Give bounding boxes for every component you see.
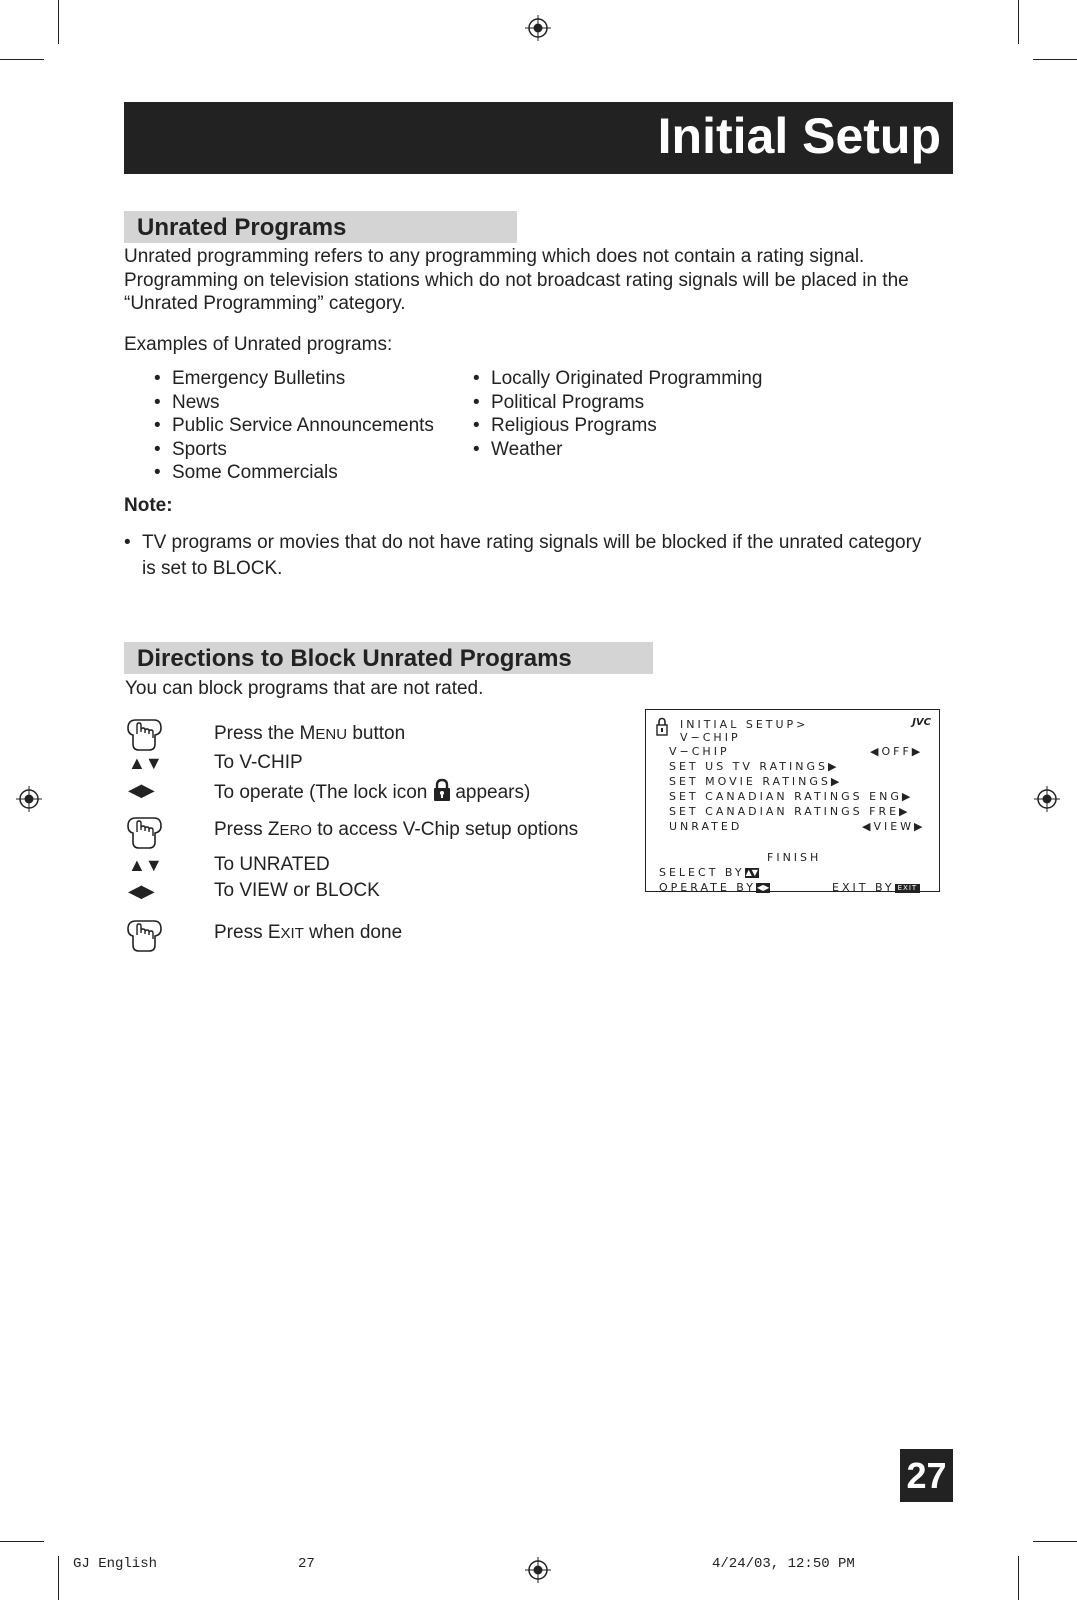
- crop-mark: [58, 1556, 59, 1600]
- osd-hint-text: EXIT BY: [832, 881, 895, 894]
- up-down-arrows-icon: ▲▼: [128, 753, 162, 773]
- osd-hint-text: OPERATE BY: [659, 881, 756, 894]
- step-text-part: Press the: [214, 723, 300, 744]
- osd-menu-unrated: UNRATED: [669, 820, 743, 833]
- up-down-arrows-icon: ▲▼: [745, 868, 758, 877]
- slug-page: 27: [298, 1556, 315, 1572]
- step-text-part: To operate (The lock icon: [214, 782, 428, 803]
- registration-mark-icon: [525, 15, 551, 41]
- exit-key-label: EXIT: [895, 884, 921, 893]
- hand-press-icon: [124, 714, 164, 754]
- osd-menu-canadian-eng: SET CANADIAN RATINGS ENG▶: [669, 790, 914, 803]
- unrated-description: [124, 245, 964, 316]
- hand-press-icon: [124, 915, 164, 955]
- list-item: • Some Commercials: [154, 461, 434, 485]
- list-item: • Sports: [154, 438, 434, 462]
- slug-date: 4/24/03, 12:50 PM: [712, 1556, 855, 1572]
- crop-mark: [0, 59, 44, 60]
- note-line: is set to BLOCK.: [142, 558, 283, 579]
- step-operate: [124, 778, 644, 802]
- crop-mark: [1033, 1541, 1077, 1542]
- step-press-menu: [124, 714, 644, 754]
- step-text-part: Press: [214, 819, 268, 840]
- osd-menu-canadian-fre: SET CANADIAN RATINGS FRE▶: [669, 805, 911, 818]
- section-heading-directions: Directions to Block Unrated Programs: [124, 642, 653, 674]
- step-text: To UNRATED: [214, 854, 330, 875]
- step-text-part: to access V-Chip setup options: [311, 819, 579, 840]
- note-line-text: TV programs or movies that do not have rating signals will be blocked if the unrated category: [142, 532, 922, 553]
- osd-menu-movie: SET MOVIE RATINGS▶: [669, 775, 843, 788]
- osd-line: V−CHIP: [680, 731, 741, 744]
- step-text: To V-CHIP: [214, 752, 303, 773]
- step-text: To VIEW or BLOCK: [214, 880, 380, 901]
- step-text-part: button: [347, 723, 406, 744]
- osd-exit-hint: [832, 881, 920, 894]
- osd-value: ◀VIEW▶: [862, 820, 926, 833]
- step-text: [214, 818, 578, 843]
- up-down-arrows-icon: ▲▼: [128, 855, 162, 875]
- title-bar: [124, 102, 953, 174]
- left-right-arrows-icon: ◀▶: [128, 780, 154, 800]
- crop-mark: [1033, 59, 1077, 60]
- key-name: ENU: [315, 726, 348, 743]
- crop-mark: [58, 0, 59, 44]
- directions-intro: You can block programs that are not rated.: [125, 678, 484, 699]
- step-text: [214, 778, 530, 805]
- key-name: E: [267, 922, 281, 943]
- osd-value: ◀OFF▶: [870, 745, 924, 758]
- step-text-part: Press: [214, 922, 268, 943]
- osd-screen: [645, 709, 940, 892]
- step-view-block: [124, 879, 644, 903]
- step-to-unrated: [124, 853, 644, 877]
- registration-mark-icon: [525, 1557, 551, 1583]
- osd-finish: FINISH: [767, 851, 822, 864]
- osd-hint-text: SELECT BY: [659, 866, 745, 879]
- hand-press-icon: [124, 812, 164, 852]
- osd-menu-vchip: V−CHIP: [669, 745, 730, 758]
- text-line: Unrated programming refers to any programming which does not contain a rating signal.: [124, 246, 865, 267]
- examples-list-right: [473, 367, 762, 461]
- note-line: [124, 530, 964, 556]
- examples-label: Examples of Unrated programs:: [124, 334, 393, 355]
- section-heading-unrated: Unrated Programs: [124, 211, 517, 243]
- slug-file: GJ English: [73, 1556, 158, 1572]
- crop-mark: [1018, 1556, 1019, 1600]
- key-name: Z: [267, 819, 280, 840]
- left-right-arrows-icon: ◀▶: [756, 883, 770, 892]
- list-item: • News: [154, 391, 434, 415]
- bullet: •: [124, 532, 131, 553]
- page-title: Initial Setup: [657, 108, 941, 164]
- list-item: • Weather: [473, 438, 762, 462]
- step-text-part: when done: [303, 922, 403, 943]
- lock-icon: [656, 717, 668, 737]
- list-item: • Emergency Bulletins: [154, 367, 434, 391]
- brand-logo: JVC: [912, 717, 931, 728]
- list-item: • Public Service Announcements: [154, 414, 434, 438]
- step-to-vchip: [124, 751, 644, 775]
- osd-line: INITIAL SETUP>: [680, 718, 809, 731]
- registration-mark-icon: [1034, 786, 1060, 812]
- left-right-arrows-icon: ◀▶: [128, 881, 154, 901]
- key-name: XIT: [280, 925, 304, 942]
- key-name: ERO: [279, 822, 312, 839]
- step-text-part: appears): [455, 782, 531, 803]
- key-name: M: [299, 723, 316, 744]
- lock-icon: [433, 778, 451, 802]
- note-label: Note:: [124, 495, 173, 516]
- examples-list-left: [154, 367, 434, 485]
- registration-mark-icon: [16, 786, 42, 812]
- step-text: [214, 921, 402, 946]
- crop-mark: [0, 1541, 44, 1542]
- list-item: • Religious Programs: [473, 414, 762, 438]
- list-item: • Locally Originated Programming: [473, 367, 762, 391]
- page-number: 27: [900, 1449, 953, 1502]
- step-press-zero: [124, 812, 684, 852]
- crop-mark: [1018, 0, 1019, 44]
- note-text: [124, 530, 964, 582]
- osd-menu-us-tv: SET US TV RATINGS▶: [669, 760, 840, 773]
- text-line: “Unrated Programming” category.: [124, 293, 406, 314]
- osd-operate-hint: [659, 881, 770, 894]
- osd-select-hint: [659, 866, 759, 879]
- step-press-exit: [124, 915, 644, 955]
- text-line: Programming on television stations which do not broadcast rating signals will be placed in the: [124, 269, 909, 291]
- list-item: • Political Programs: [473, 391, 762, 415]
- step-text: [214, 722, 405, 747]
